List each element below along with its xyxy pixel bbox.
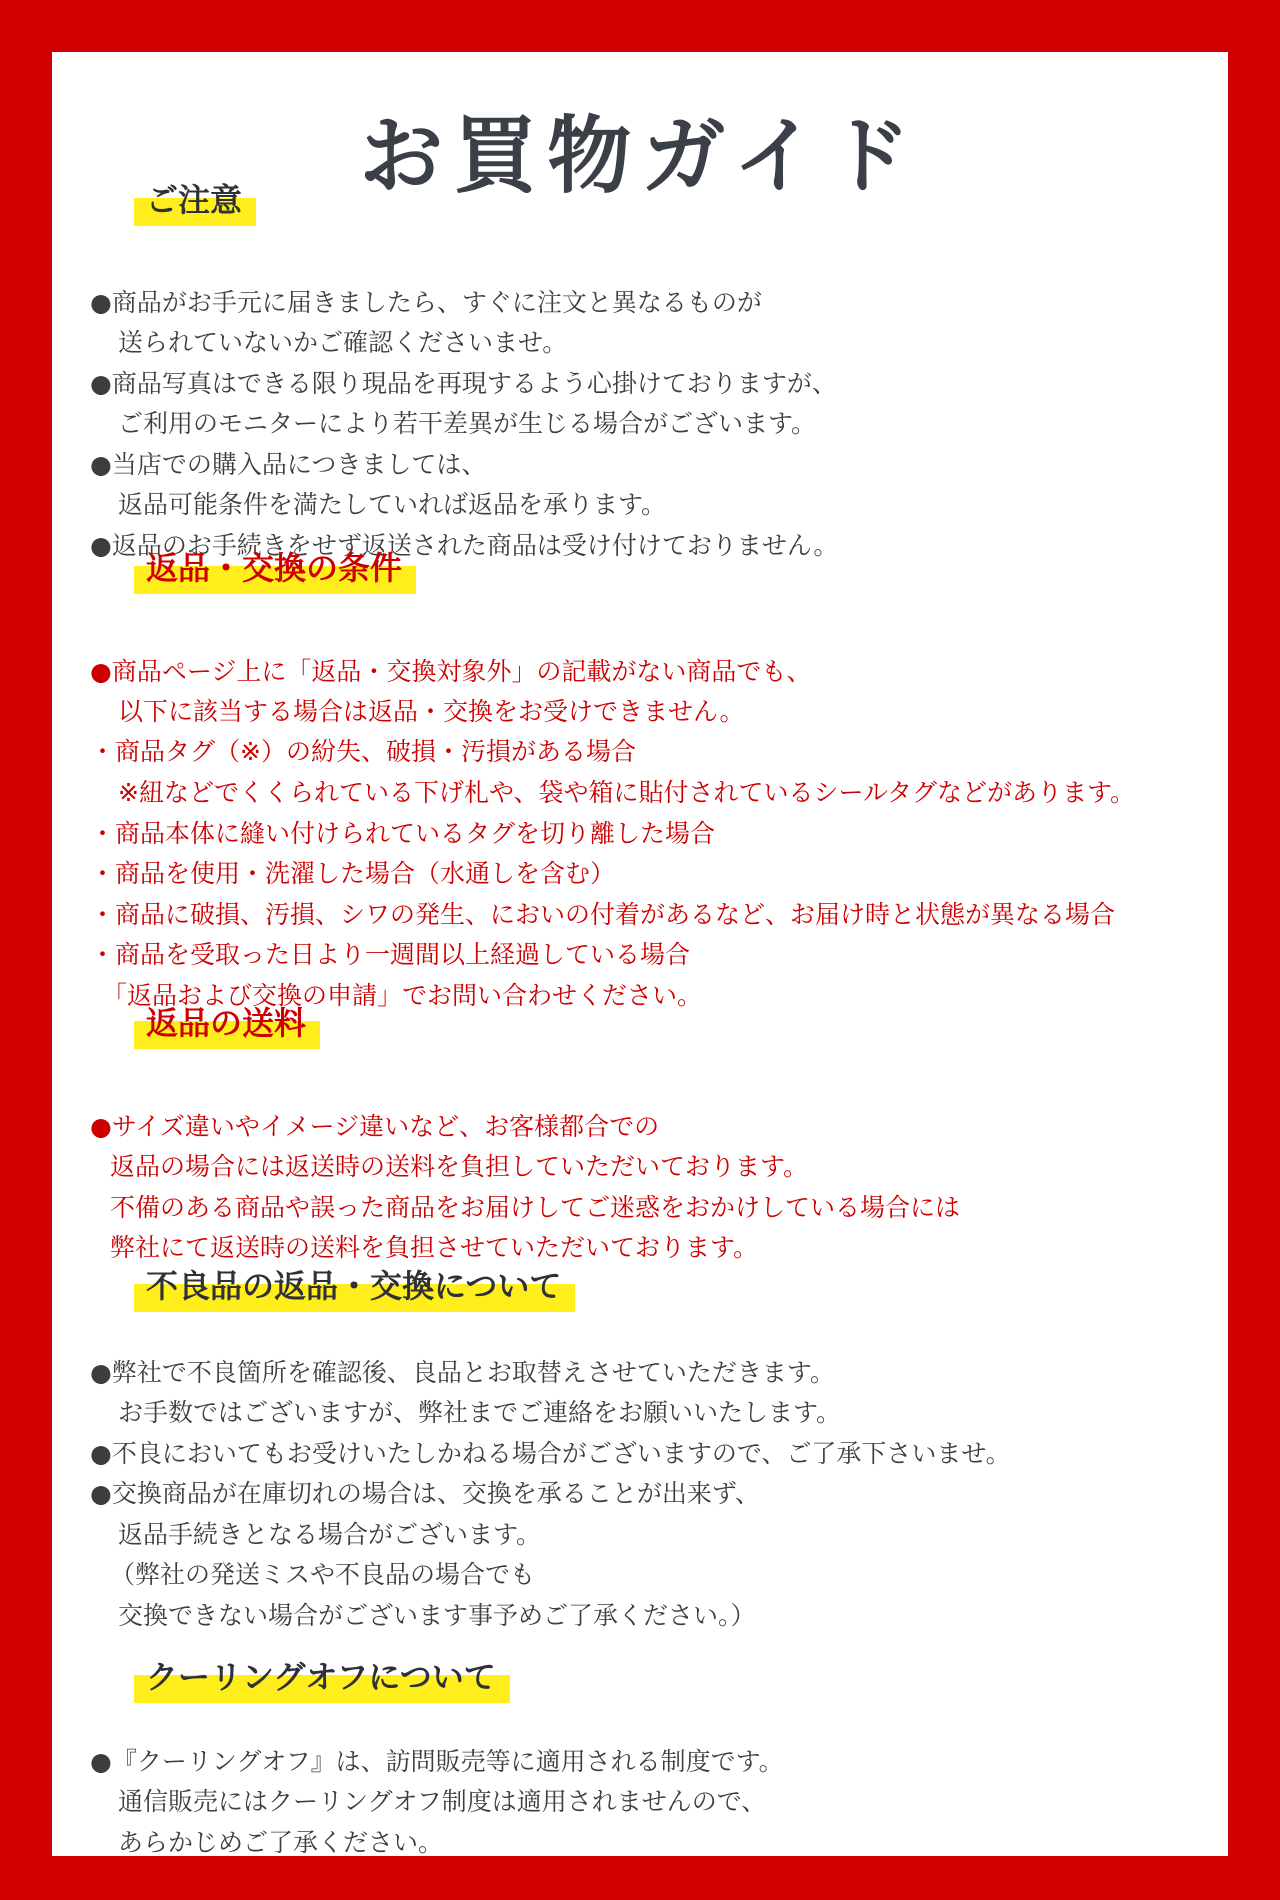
conditions-line: 以下に該当する場合は返品・交換をお受けできません。 [118, 697, 745, 726]
defective-line: 交換できない場合がございます事予めご了承ください。） [118, 1601, 756, 1630]
notice-line: 送られていないかご確認くださいませ。 [118, 328, 568, 357]
conditions-line: ・商品本体に縫い付けられているタグを切り離した場合 [90, 819, 716, 848]
shipping-line: 返品の場合には返送時の送料を負担していただいております。 [110, 1152, 809, 1181]
notice-line: ●当店での購入品につきましては、 [90, 450, 487, 479]
notice-line: ご利用のモニターにより若干差異が生じる場合がございます。 [118, 409, 817, 438]
notice-line: ●商品写真はできる限り現品を再現するよう心掛けておりますが、 [90, 369, 837, 398]
conditions-line: ・商品タグ（※）の紛失、破損・汚損がある場合 [90, 737, 636, 766]
conditions-line: ●商品ページ上に「返品・交換対象外」の記載がない商品でも、 [90, 657, 812, 686]
cooling-off-line: あらかじめご了承ください。 [118, 1828, 444, 1857]
conditions-line: ・商品を使用・洗濯した場合（水通しを含む） [90, 859, 616, 888]
shipping-line: 不備のある商品や誤った商品をお届けしてご迷惑をおかけしている場合には [110, 1193, 961, 1222]
conditions-line: ・商品を受取った日より一週間以上経過している場合 [90, 940, 691, 969]
conditions-line: ・商品に破損、汚損、シワの発生、においの付着があるなど、お届け時と状態が異なる場合 [90, 900, 1116, 929]
cooling-off-line: ●『クーリングオフ』は、訪問販売等に適用される制度です。 [90, 1747, 784, 1776]
defective-line: （弊社の発送ミスや不良品の場合でも [110, 1560, 536, 1589]
section-heading: 返品の送料 [140, 1001, 310, 1045]
defective-line: お手数ではございますが、弊社までご連絡をお願いいたします。 [118, 1398, 842, 1427]
cooling-off-line: 通信販売にはクーリングオフ制度は適用されませんので、 [118, 1787, 767, 1816]
conditions-line: 「返品および交換の申請」でお問い合わせください。 [102, 981, 703, 1010]
notice-line: 返品可能条件を満たしていれば返品を承ります。 [118, 490, 667, 519]
shopping-guide-panel [52, 52, 1228, 1856]
defective-line: ●弊社で不良箇所を確認後、良品とお取替えさせていただきます。 [90, 1358, 835, 1387]
section-heading: 不良品の返品・交換について [140, 1264, 565, 1308]
defective-line: 返品手続きとなる場合がございます。 [118, 1520, 542, 1549]
section-heading: クーリングオフについて [140, 1655, 500, 1699]
page-title: お買物ガイド [359, 107, 921, 205]
defective-line: ●不良においてもお受けいたしかねる場合がございますので、ご了承下さいませ。 [90, 1439, 1011, 1468]
section-heading: 返品・交換の条件 [140, 546, 406, 590]
shipping-line: ●サイズ違いやイメージ違いなど、お客様都合での [90, 1112, 660, 1141]
conditions-line: ※紐などでくくられている下げ札や、袋や箱に貼付されているシールタグなどがあります。 [118, 778, 1135, 807]
notice-line: ●商品がお手元に届きましたら、すぐに注文と異なるものが [90, 288, 762, 317]
shipping-line: 弊社にて返送時の送料を負担させていただいております。 [110, 1233, 759, 1262]
notice-line: ●返品のお手続きをせず返送された商品は受け付けておりません。 [90, 531, 839, 560]
defective-line: ●交換商品が在庫切れの場合は、交換を承ることが出来ず、 [90, 1479, 760, 1508]
section-heading: ご注意 [140, 178, 246, 222]
